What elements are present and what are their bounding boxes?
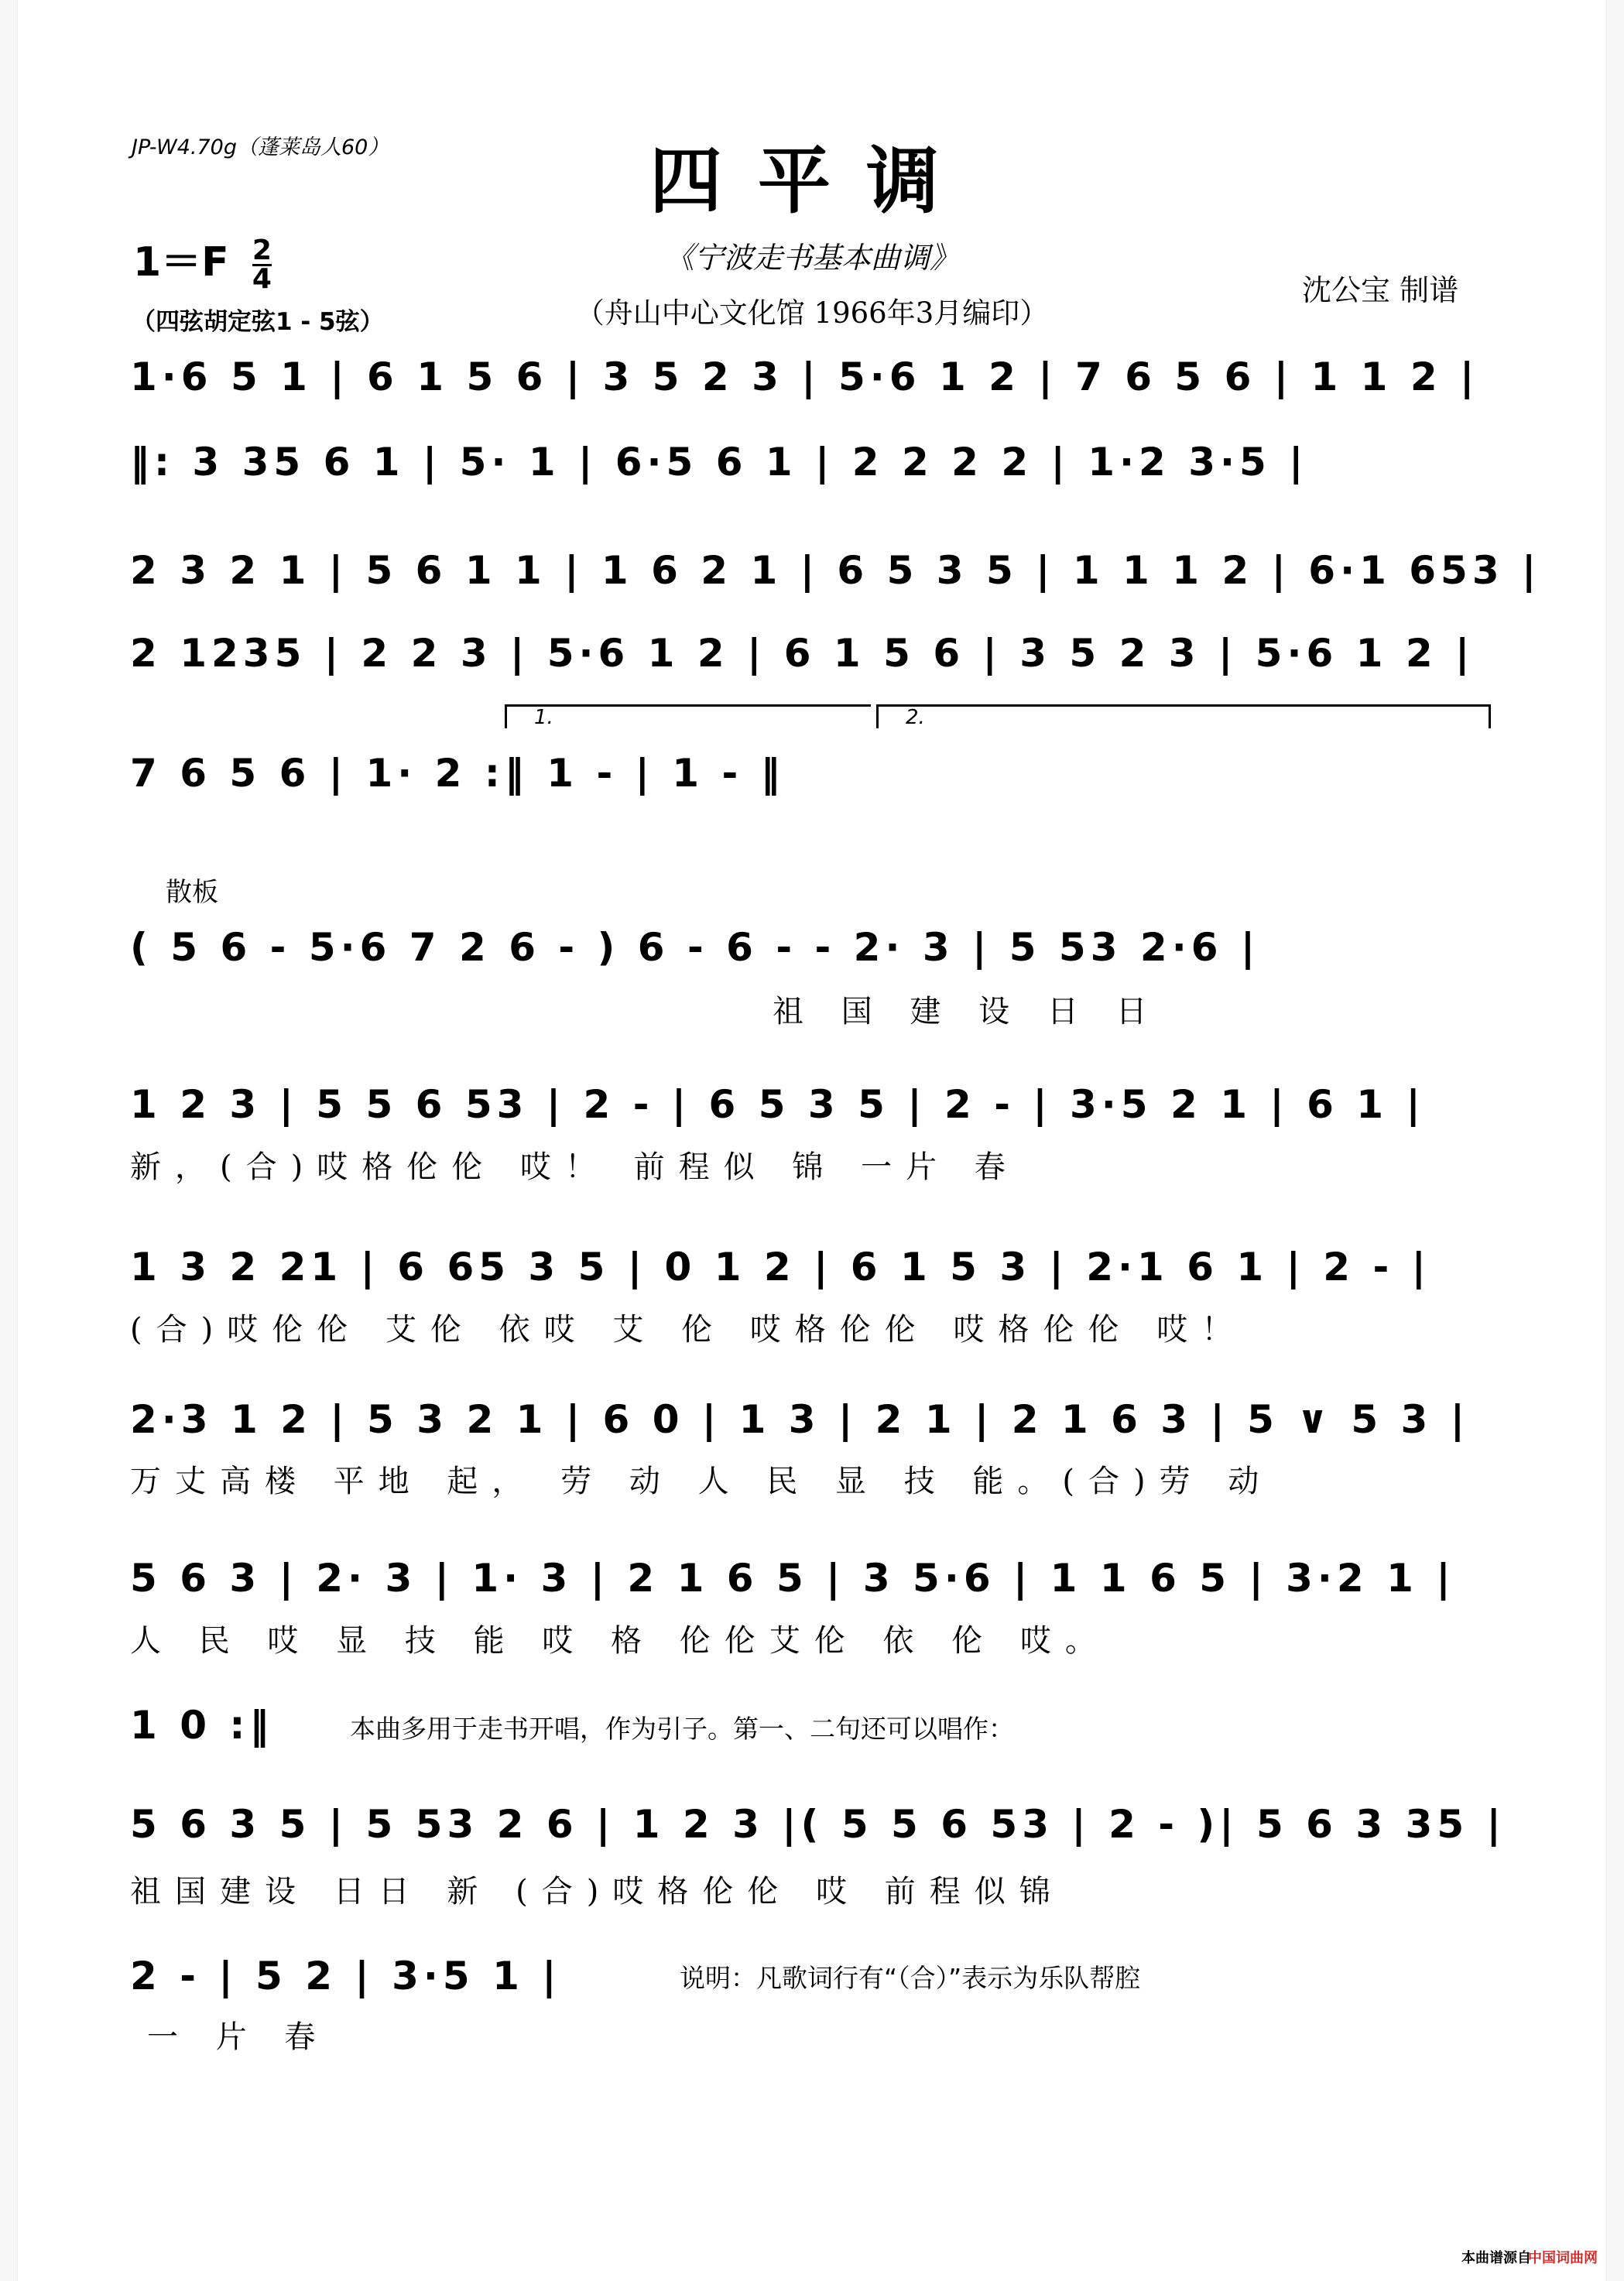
score-row-8: 1 3 2 21 | 6 65 3 5 | 0 1 2 | 6 1 5 3 | 2·1 6 1 | 2 - | bbox=[130, 1245, 1430, 1289]
score-row-2: ‖: 3 35 6 1 | 5· 1 | 6·5 6 1 | 2 2 2 2 | 1·2 3·5 | bbox=[130, 440, 1308, 485]
lyrics-row-9: 万丈高楼 平地 起， 劳 动 人 民 显 技 能。(合)劳 动 bbox=[130, 1464, 1273, 1499]
footer-source-label: 本曲谱源自 bbox=[1461, 2250, 1531, 2266]
score-row-11: 1 0 :‖ bbox=[130, 1703, 274, 1748]
volta-2-label: 2. bbox=[906, 706, 925, 729]
tuning-note: （四弦胡定弦1 - 5弦） bbox=[132, 308, 384, 336]
score-row-9: 2·3 1 2 | 5 3 2 1 | 6 0 | 1 3 | 2 1 | 2 1 6 3 | 5 ∨ 5 3 | bbox=[130, 1397, 1470, 1442]
volta-bracket-2 bbox=[876, 704, 1491, 728]
score-row-12: 5 6 3 5 | 5 53 2 6 | 1 2 3 |( 5 5 6 53 | 2 - )| 5 6 3 35 | bbox=[130, 1802, 1506, 1847]
source-line: （舟山中心文化馆 1966年3月编印） bbox=[575, 296, 1049, 330]
lyrics-row-6: 祖 国 建 设 日 日 bbox=[773, 994, 1161, 1029]
volta-bracket-1 bbox=[505, 704, 871, 728]
lyrics-row-10: 人 民 哎 显 技 能 哎 格 伦伦艾伦 依 伦 哎。 bbox=[130, 1623, 1110, 1659]
score-row-6: ( 5 6 - 5·6 7 2 6 - ) 6 - 6 - - 2· 3 | 5 53 2·6 | bbox=[130, 925, 1260, 970]
score-row-4: 2 1235 | 2 2 3 | 5·6 1 2 | 6 1 5 6 | 3 5 2 3 | 5·6 1 2 | bbox=[130, 631, 1475, 676]
volta-1-label: 1. bbox=[534, 706, 553, 729]
engraver-meta: JP-W4.70g（蓬莱岛人60） bbox=[132, 135, 389, 159]
lyrics-row-12: 祖国建设 日日 新 (合)哎格伦伦 哎 前程似锦 bbox=[130, 1874, 1064, 1909]
page-title: 四平调 bbox=[649, 139, 975, 224]
time-numerator: 2 bbox=[252, 234, 272, 266]
explanation-note: 说明：凡歌词行有“（合）”表示为乐队帮腔 bbox=[680, 1963, 1141, 1993]
footer-site-link[interactable]: 中国词曲网 bbox=[1528, 2250, 1598, 2266]
lyrics-row-8: (合)哎伦伦 艾伦 依哎 艾 伦 哎格伦伦 哎格伦伦 哎！ bbox=[130, 1312, 1247, 1348]
tempo-marking: 散板 bbox=[166, 877, 218, 908]
subtitle: 《宁波走书基本曲调》 bbox=[664, 241, 959, 275]
key-label: 1＝F bbox=[133, 239, 229, 286]
score-row-7: 1 2 3 | 5 5 6 53 | 2 - | 6 5 3 5 | 2 - | 3·5 2 1 | 6 1 | bbox=[130, 1082, 1425, 1127]
right-edge-strip bbox=[1606, 0, 1624, 2281]
intro-note: 本曲多用于走书开唱，作为引子。第一、二句还可以唱作： bbox=[350, 1714, 1014, 1744]
score-row-10: 5 6 3 | 2· 3 | 1· 3 | 2 1 6 5 | 3 5·6 | 1 1 6 5 | 3·2 1 | bbox=[130, 1556, 1455, 1601]
time-denominator: 4 bbox=[252, 262, 272, 295]
score-row-3: 2 3 2 1 | 5 6 1 1 | 1 6 2 1 | 6 5 3 5 | 1 1 1 2 | 6·1 653 | bbox=[130, 548, 1541, 593]
score-row-13: 2 - | 5 2 | 3·5 1 | bbox=[130, 1954, 561, 1998]
arranger: 沈公宝 制谱 bbox=[1302, 273, 1459, 307]
lyrics-row-7: 新，(合)哎格伦伦 哎！ 前程似 锦 一片 春 bbox=[130, 1149, 1019, 1185]
score-row-1: 1·6 5 1 | 6 1 5 6 | 3 5 2 3 | 5·6 1 2 | 7 6 5 6 | 1 1 2 | bbox=[130, 354, 1479, 399]
left-edge-strip bbox=[0, 0, 18, 2281]
lyrics-row-13: 一 片 春 bbox=[147, 2019, 330, 2055]
score-row-5: 7 6 5 6 | 1· 2 :‖ 1 - | 1 - ‖ bbox=[130, 751, 785, 796]
